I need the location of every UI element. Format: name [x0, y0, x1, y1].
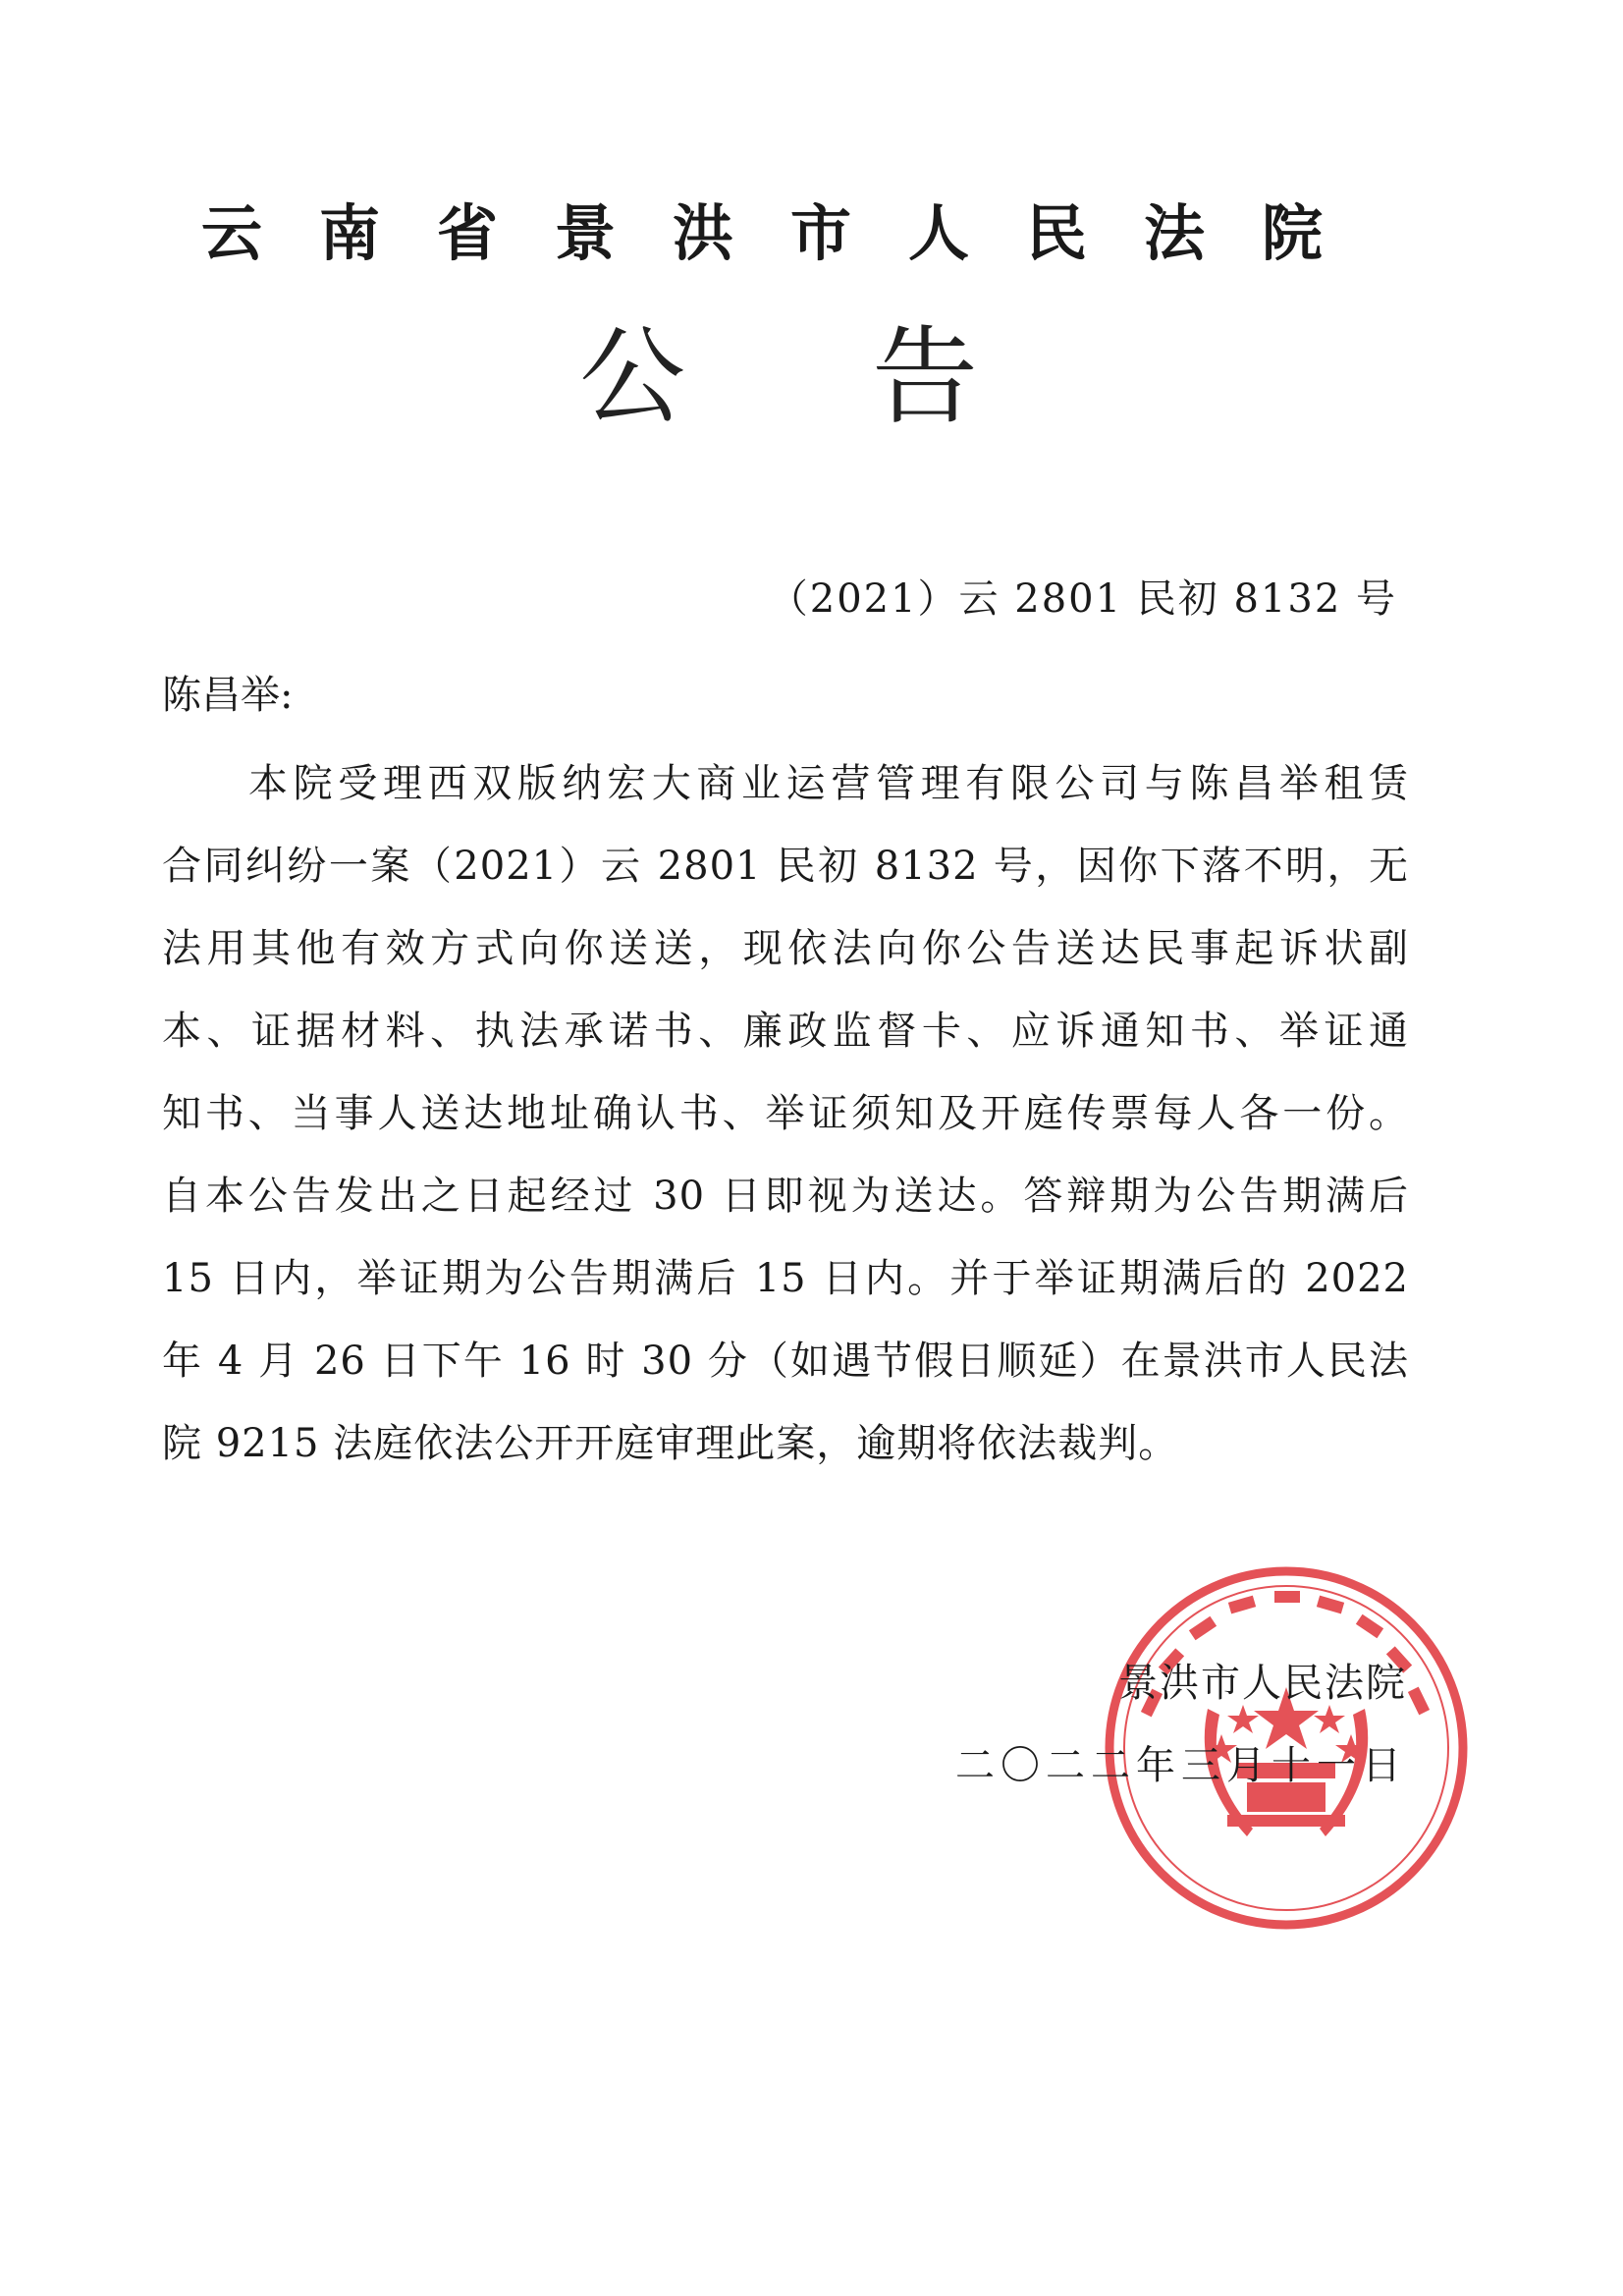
body-line: 年 4 月 26 日下午 16 时 30 分（如遇节假日顺延）在景洪市人民法	[162, 1339, 1409, 1384]
notice-title: 公告	[579, 316, 1165, 439]
body-line: 本、证据材料、执法承诺书、廉政监督卡、应诉通知书、举证通	[162, 1009, 1409, 1054]
addressee: 陈昌举:	[162, 673, 294, 718]
body-line: 合同纠纷一案（2021）云 2801 民初 8132 号，因你下落不明，无	[162, 844, 1409, 889]
notice-body	[162, 742, 1409, 1485]
body-line: 自本公告发出之日起经过 30 日即视为送达。答辩期为公告期满后	[162, 1174, 1409, 1219]
body-line: 知书、当事人送达地址确认书、举证须知及开庭传票每人各一份。	[162, 1091, 1409, 1136]
body-line: 15 日内，举证期为公告期满后 15 日内。并于举证期满后的 2022	[162, 1256, 1409, 1301]
issuer-signature: 景洪市人民法院	[1118, 1661, 1407, 1706]
case-number: （2021）云 2801 民初 8132 号	[768, 576, 1397, 622]
body-line: 本院受理西双版纳宏大商业运营管理有限公司与陈昌举租赁	[248, 761, 1409, 806]
body-line: 法用其他有效方式向你送送，现依法向你公告送达民事起诉状副	[162, 926, 1409, 971]
issue-date: 二〇二二年三月十一日	[955, 1743, 1407, 1788]
court-name-heading: 云南省景洪市人民法院	[201, 197, 1380, 269]
body-line: 院 9215 法庭依法公开开庭审理此案，逾期将依法裁判。	[162, 1421, 1179, 1466]
